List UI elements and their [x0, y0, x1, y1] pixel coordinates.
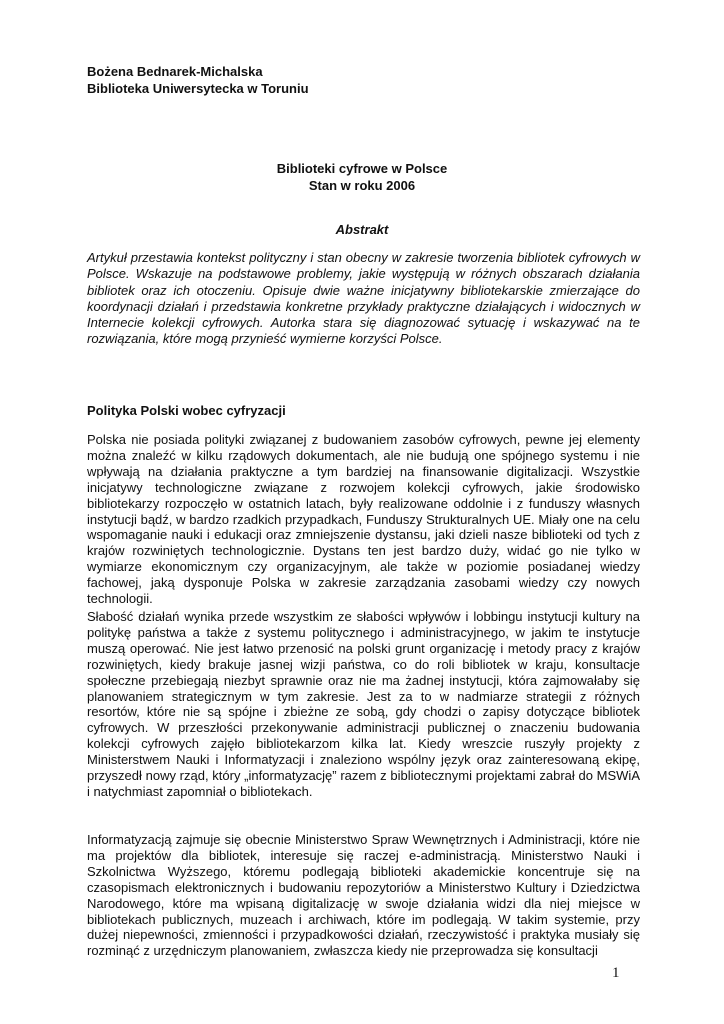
document-title: [0, 160, 724, 194]
author-name: Bożena Bednarek-Michalska: [87, 64, 263, 79]
author-institution: Biblioteka Uniwersytecka w Toruniu: [87, 81, 309, 96]
body-paragraph-1: Polska nie posiada polityki związanej z budowaniem zasobów cyfrowych, pewne jej elementy można znaleźć w kilku rządowych dokumentach, ale nie budują one spójnego systemu i nie wpływają na działania praktyczne a tym bardziej na finansowanie digitalizacji. Wszystkie inicjatywy technologiczne związane z rozwojem kolekcji cyfrowych, jakie środowisko bibliotekarzy rozpoczęło w ostatnich latach, były realizowane oddolnie i z funduszy własnych instytucji bądź, w bardzo rzadkich przypadkach, Funduszy Strukturalnych UE. Miały one na celu wspomaganie nauki i edukacji oraz zmniejszenie dystansu, jaki dzieli nasze biblioteki od tych z krajów rozwiniętych technologicznie. Dystans ten jest bardzo duży, widać go nie tylko w wymiarze ekonomicznym czy organizacyjnym, ale także w poziomie posiadanej wiedzy fachowej, jaką dysponuje Polska w zakresie zarządzania zasobami wiedzy czy nowych technologii.: [87, 432, 640, 607]
body-paragraph-2: Słabość działań wynika przede wszystkim ze słabości wpływów i lobbingu instytucji kultury na politykę państwa a także z systemu politycznego i administracyjnego, w jakim te instytucje muszą operować. Nie jest łatwo przenosić na polski grunt organizację i metody pracy z krajów rozwiniętych, kiedy brakuje jasnej wizji państwa, co do roli bibliotek w kraju, konsultacje społeczne przebiegają niezbyt sprawnie oraz nie ma żadnej instytucji, która zajmowałaby się planowaniem strategicznym w tym zakresie. Jest za to w nadmiarze strategii z różnych resortów, które nie są spójne i zbieżne ze sobą, gdy chodzi o zapisy dotyczące bibliotek cyfrowych. W przeszłości przekonywanie administracji publicznej o znaczeniu budowania kolekcji cyfrowych zajęło bibliotekarzom kilka lat. Kiedy wreszcie ruszyły projekty z Ministerstwem Nauki i Informatyzacji i znaleziono wspólny język oraz zainteresowaną ekipę, przyszedł nowy rząd, który „informatyzację” razem z bibliotecznymi projektami zabrał do MSWiA i natychmiast zapomniał o bibliotekach.: [87, 609, 640, 799]
section-heading: Polityka Polski wobec cyfryzacji: [87, 403, 286, 418]
title-line-2: Stan w roku 2006: [308, 178, 416, 193]
abstract-text: Artykuł przestawia kontekst polityczny i stan obecny w zakresie tworzenia bibliotek cyfrowych w Polsce. Wskazuje na podstawowe problemy, jakie występują w różnych obszarach działania bibliotek oraz ich otoczeniu. Opisuje dwie ważne inicjatywny bibliotekarskie zmierzające do koordynacji działań i przedstawia konkretne przykłady praktyczne działających i widocznych w Internecie kolekcji cyfrowych. Autorka stara się diagnozować sytuację i wskazywać na te rozwiązania, które mogą przynieść wymierne korzyści Polsce.: [87, 250, 640, 347]
body-paragraph-3: Informatyzacją zajmuje się obecnie Ministerstwo Spraw Wewnętrznych i Administracji, które nie ma projektów dla bibliotek, interesuje się raczej e-administracją. Ministerstwo Nauki i Szkolnictwa Wyższego, któremu podlegają biblioteki akademickie koncentruje się na czasopismach elektronicznych i budowaniu repozytoriów a Ministerstwo Kultury i Dziedzictwa Narodowego, które ma wpisaną digitalizację w swoje działania widzi dla niej miejsce w bibliotekach publicznych, muzeach i archiwach, które im podlegają. W takim systemie, przy dużej niepewności, zmienności i przypadkowości działań, rzeczywistość i praktyka musiały się rozminąć z urzędniczym planowaniem, zwłaszcza kiedy nie przeprowadza się konsultacji: [87, 832, 640, 959]
author-block: [87, 63, 309, 97]
abstract-heading: Abstrakt: [335, 222, 389, 237]
title-line-1: Biblioteki cyfrowe w Polsce: [276, 161, 448, 176]
page-number: 1: [612, 965, 620, 981]
